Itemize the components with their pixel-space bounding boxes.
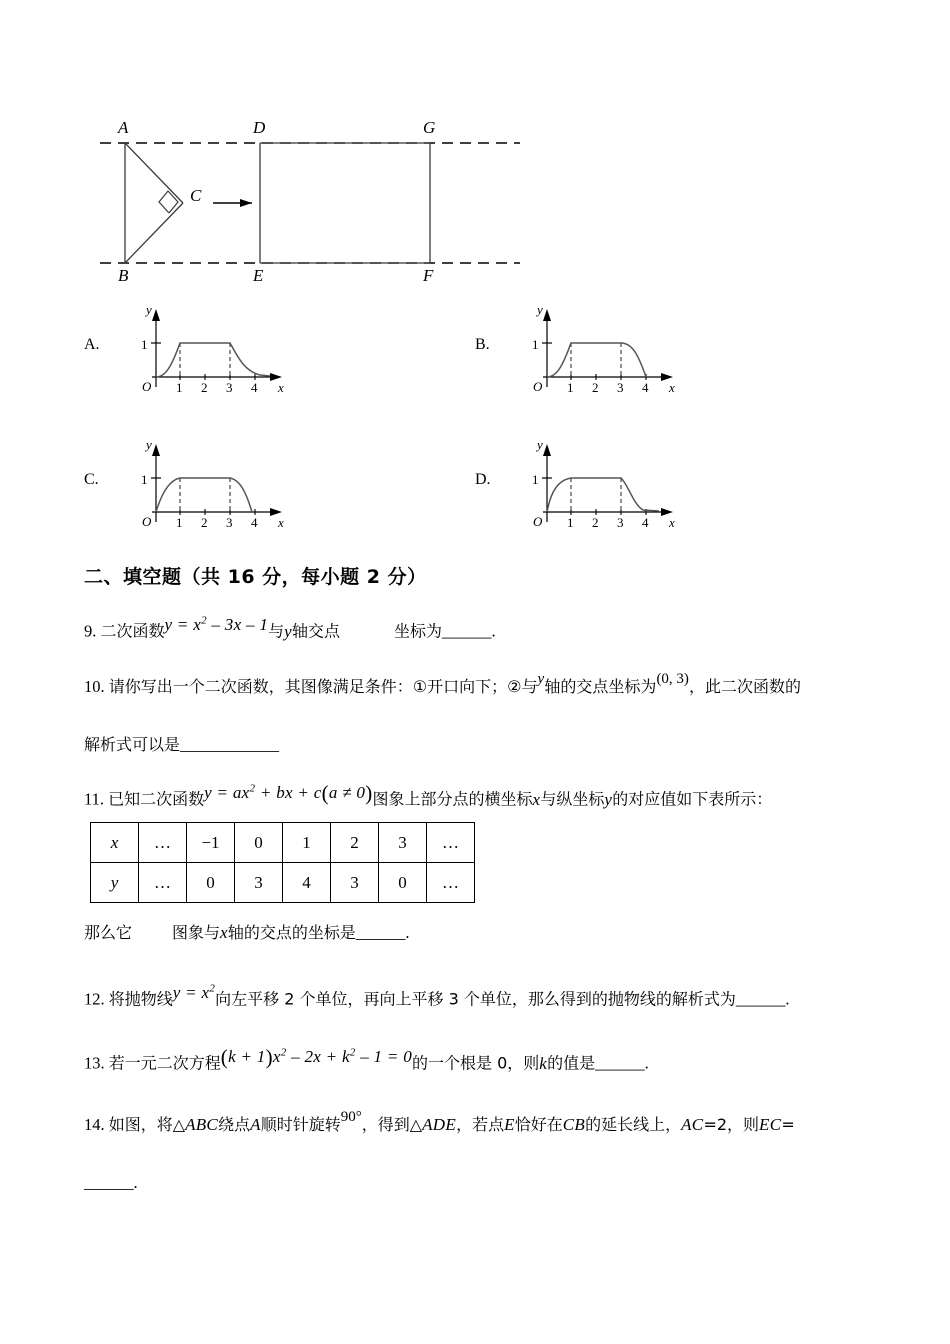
table-cell: −1 [187,823,235,863]
y-tick-label-1: 1 [532,472,539,487]
y-axis-arrow [152,444,160,456]
option-c-key: C. [84,471,99,488]
x-tick-label-2: 2 [592,380,599,395]
question-11-text-e: 那么它 [84,923,133,942]
x-tick-label-1: 1 [176,380,183,395]
question-10-coordinate: (0, 3) [656,671,689,687]
table-cell: 0 [187,863,235,903]
triangle-translation-figure [100,105,520,285]
label-e: E [253,266,264,285]
question-12-number: 12. [84,989,105,1009]
x-tick-label-4: 4 [251,515,258,530]
curve [156,478,252,512]
right-angle-marker [159,191,169,213]
question-9-text-a: 二次函数 [100,621,165,641]
question-10-text-c: ，此二次函数的 [688,677,801,696]
y-axis-label: y [146,302,152,317]
question-11-text-g: 轴的交点的坐标是 [227,923,356,942]
curve [156,343,270,377]
question-13-period: . [644,1053,649,1073]
x-tick-label-1: 1 [176,515,183,530]
translation-arrow-head [240,199,252,207]
question-13-blank[interactable]: ______ [595,1053,645,1073]
question-14-eq-2: =2，则 [703,1115,760,1134]
table-cell: 3 [331,863,379,903]
option-d[interactable] [475,430,686,530]
question-9-text-d: 坐标为 [394,621,443,641]
table-cell: … [427,863,475,903]
question-10-blank[interactable]: ____________ [180,735,280,754]
y-tick-label-1: 1 [141,337,148,352]
y-axis-arrow [152,309,160,321]
question-11-blank[interactable]: ______ [355,923,406,942]
question-10-number: 10. [84,677,105,696]
x-tick-label-1: 1 [567,380,574,395]
x-tick-label-2: 2 [201,515,208,530]
option-d-graph [501,430,686,530]
question-9-formula: $y = x^2 - 3x - 1$ [164,614,269,634]
y-axis-arrow [543,309,551,321]
question-11-text-d: 的对应值如下表所示： [612,789,773,809]
origin-label: O [533,379,543,394]
question-14-var-e: E [504,1115,515,1134]
y-axis-label: y [146,437,152,452]
x-tick-label-2: 2 [201,380,208,395]
label-c: C [190,186,202,205]
question-13-text-b: 的一个根是 0，则 [412,1053,540,1073]
segment-bc [125,203,183,263]
question-14-period: . [133,1173,138,1192]
table-cell: … [139,823,187,863]
question-11-var-y: y [604,789,613,809]
x-tick-label-3: 3 [617,515,624,530]
question-9-var-y: y [284,621,293,641]
table-cell: 2 [331,823,379,863]
question-14-text-f: 恰好在 [514,1115,563,1134]
question-12-text-a: 将抛物线 [108,989,173,1009]
table-cell: … [427,823,475,863]
table-cell: 0 [235,823,283,863]
question-9-period: . [491,621,496,641]
curve [547,343,646,377]
question-14-text-e: ，若点 [456,1115,505,1134]
question-11-line-2 [84,918,410,948]
x-axis-label: x [669,515,675,530]
label-a: A [118,118,129,137]
question-9 [84,612,496,647]
y-axis-label: y [537,437,543,452]
question-9-text-b: 与 [268,621,285,641]
x-axis-label: x [278,515,284,530]
question-11-number: 11. [84,789,105,809]
label-f: F [423,266,434,285]
question-13-text-c: 的值是 [547,1053,596,1073]
x-tick-label-3: 3 [226,380,233,395]
table-cell: 0 [379,863,427,903]
x-axis-label: x [278,380,284,395]
question-14-text-c: 顺时针旋转 [260,1115,341,1134]
question-14-angle: 90° [340,1109,362,1125]
x-tick-label-4: 4 [642,515,649,530]
x-tick-label-3: 3 [226,515,233,530]
y-tick-label-1: 1 [141,472,148,487]
question-14-segment-ac: AC [681,1115,704,1134]
y-axis-arrow [543,444,551,456]
question-13-number: 13. [84,1053,105,1073]
question-14-text-a: 如图，将△ [108,1115,186,1134]
question-12-formula: $y = x^2$ [172,982,216,1002]
origin-label: O [533,514,543,529]
option-c-graph [110,430,295,530]
label-d: D [253,118,266,137]
origin-label: O [142,379,152,394]
table-row [91,863,475,903]
question-12-period: . [785,989,790,1009]
table-cell: … [139,863,187,903]
y-axis-label: y [537,302,543,317]
question-12 [84,980,789,1015]
x-tick-label-1: 1 [567,515,574,530]
question-14-triangle-abc: ABC [185,1115,219,1134]
question-11-table [90,822,475,903]
origin-label: O [142,514,152,529]
question-13 [84,1044,649,1079]
x-tick-label-2: 2 [592,515,599,530]
table-row-header-y: y [91,863,139,903]
question-14-segment-ec: EC [759,1115,782,1134]
x-tick-label-3: 3 [617,380,624,395]
question-11-text-f: 图象与 [172,923,221,942]
table-cell: 4 [283,863,331,903]
table-row-header-x: x [91,823,139,863]
question-13-text-a: 若一元二次方程 [108,1053,221,1073]
question-14-var-a: A [250,1115,261,1134]
question-10-var-y: y [537,671,545,687]
question-14-line-1 [84,1110,795,1141]
question-14-eq-3: = [781,1115,795,1134]
option-b-graph [501,295,686,395]
question-11-line-1 [84,780,772,815]
question-14-text-g: 的延长线上， [585,1115,682,1134]
question-10-line-1 [84,672,801,703]
table-row [91,823,475,863]
question-13-formula: $(k + 1)x^2 - 2x + k^2 - 1 = 0$ [220,1044,413,1069]
option-d-key: D. [475,471,491,488]
question-10-text-d: 解析式可以是 [84,735,181,754]
question-11-text-b: 图象上部分点的横坐标 [372,789,533,809]
question-14-number: 14. [84,1115,105,1134]
label-g: G [423,118,436,137]
label-b: B [118,266,129,285]
question-11-var-x: x [532,789,541,809]
question-9-text-c: 轴交点 [292,621,341,641]
question-10-line-2 [84,730,279,760]
option-b-key: B. [475,336,490,353]
x-axis-label: x [669,380,675,395]
question-10-text-a: 请你写出一个二次函数，其图像满足条件：①开口向下；②与 [108,677,538,696]
question-14-blank[interactable]: ______ [84,1173,134,1192]
curve [547,478,659,512]
table-cell: 1 [283,823,331,863]
question-14-line-2 [84,1168,138,1198]
question-11-text-a: 已知二次函数 [108,789,205,809]
question-11-text-c: 与纵坐标 [540,789,605,809]
option-a-graph [110,295,295,395]
option-b[interactable] [475,295,686,395]
question-11-var-x2: x [220,923,228,942]
x-tick-label-4: 4 [251,380,258,395]
question-11-formula: $y = ax^2$ + bx + c(a ≠ 0) [204,780,373,805]
question-14-segment-cb: CB [562,1115,586,1134]
question-9-blank[interactable]: ______ [442,621,492,641]
question-10-text-b: 轴的交点坐标为 [544,677,657,696]
question-14-triangle-ade: ADE [422,1115,457,1134]
question-9-number: 9. [84,621,97,641]
table-cell: 3 [235,863,283,903]
question-11-period: . [405,923,410,942]
question-12-blank[interactable]: ______ [735,989,786,1009]
question-14-text-b: 绕点 [218,1115,251,1134]
question-13-var-k: k [539,1053,548,1073]
x-tick-label-4: 4 [642,380,649,395]
option-c[interactable] [84,430,295,530]
y-tick-label-1: 1 [532,337,539,352]
option-a-key: A. [84,336,100,353]
section-heading: 二、填空题（共 16 分，每小题 2 分） [84,566,427,588]
segment-ac [125,143,183,203]
option-a[interactable] [84,295,295,395]
question-12-text-b: 向左平移 2 个单位，再向上平移 3 个单位，那么得到的抛物线的解析式为 [215,989,736,1009]
table-cell: 3 [379,823,427,863]
question-14-text-d: ，得到△ [361,1115,423,1134]
